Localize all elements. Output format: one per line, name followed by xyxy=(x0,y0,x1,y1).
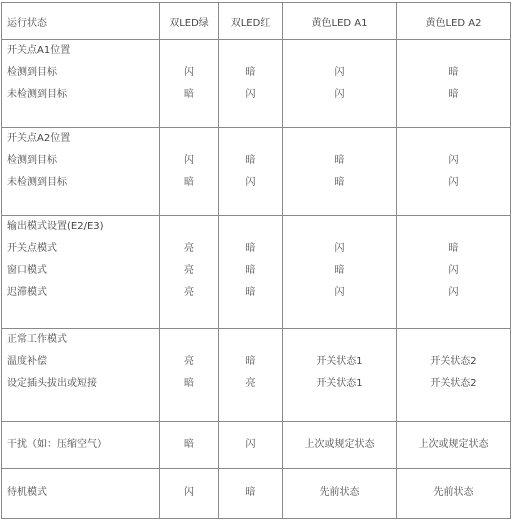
led-value: 上次或规定状态 xyxy=(418,438,489,450)
yellow-led-a2-values xyxy=(397,127,511,216)
dual-led-green-values xyxy=(160,329,219,422)
led-value: 暗 xyxy=(184,438,194,450)
led-value: 上次或规定状态 xyxy=(304,438,375,450)
header-dual-led-red: 双LED红 xyxy=(219,3,283,40)
led-value: 闪 xyxy=(245,438,256,450)
dual-led-red-values xyxy=(219,127,283,216)
yellow-led-a2-values xyxy=(397,40,511,128)
row-label: 干扰（如：压缩空气） xyxy=(7,438,107,450)
dual-led-green-values xyxy=(160,40,219,128)
led-value: 暗 xyxy=(245,243,256,255)
led-value: 先前状态 xyxy=(319,487,360,499)
dual-led-green-value xyxy=(160,422,219,468)
section-a2-position xyxy=(2,127,511,216)
led-value: 暗 xyxy=(334,176,345,188)
section-title: 开关点A1位置 xyxy=(7,45,71,56)
dual-led-red-value xyxy=(219,422,283,468)
dual-led-red-value xyxy=(219,468,283,518)
led-value: 闪 xyxy=(245,89,256,100)
led-value: 开关状态1 xyxy=(316,378,363,390)
led-value: 暗 xyxy=(245,154,256,166)
led-value: 亮 xyxy=(184,287,194,299)
led-value: 暗 xyxy=(334,265,345,277)
led-value: 暗 xyxy=(184,378,194,390)
yellow-led-a1-value xyxy=(283,422,397,468)
led-value: 暗 xyxy=(245,487,256,499)
led-value: 暗 xyxy=(184,176,194,188)
yellow-led-a2-values xyxy=(397,216,511,329)
led-value: 亮 xyxy=(184,356,194,368)
led-value: 闪 xyxy=(245,176,256,188)
row-label: 检测到目标 xyxy=(7,154,57,166)
row-label: 迟滞模式 xyxy=(7,287,47,299)
row-label: 温度补偿 xyxy=(7,356,47,368)
section-title: 正常工作模式 xyxy=(7,334,67,346)
yellow-led-a1-values xyxy=(283,127,397,216)
section-a1-position xyxy=(2,40,511,128)
yellow-led-a1-values xyxy=(283,216,397,329)
led-value: 暗 xyxy=(448,67,459,78)
section-title: 输出模式设置(E2/E3) xyxy=(7,221,104,233)
row-label: 检测到目标 xyxy=(7,67,57,78)
dual-led-red-values xyxy=(219,40,283,128)
led-value: 闪 xyxy=(184,67,194,78)
led-value: 暗 xyxy=(245,356,256,368)
led-value: 暗 xyxy=(184,89,194,100)
header-row xyxy=(2,3,511,40)
led-value: 闪 xyxy=(334,287,345,299)
led-value: 亮 xyxy=(184,243,194,255)
section-output-mode xyxy=(2,216,511,329)
row-interference xyxy=(2,422,511,468)
dual-led-green-values xyxy=(160,127,219,216)
header-yellow-led-a2: 黄色LED A2 xyxy=(397,3,511,40)
dual-led-red-values xyxy=(219,329,283,422)
yellow-led-a1-values xyxy=(283,329,397,422)
led-value: 开关状态1 xyxy=(316,356,363,368)
dual-led-green-value xyxy=(160,468,219,518)
state-labels xyxy=(2,127,160,216)
state-labels xyxy=(2,40,160,128)
led-value: 暗 xyxy=(245,265,256,277)
led-value: 闪 xyxy=(184,487,194,499)
row-label: 待机模式 xyxy=(7,487,47,499)
led-value: 开关状态2 xyxy=(430,378,477,390)
yellow-led-a2-values xyxy=(397,329,511,422)
led-value: 先前状态 xyxy=(433,487,474,499)
row-label: 未检测到目标 xyxy=(7,176,67,188)
section-title: 开关点A2位置 xyxy=(7,132,71,144)
led-value: 开关状态2 xyxy=(430,356,477,368)
led-value: 亮 xyxy=(184,265,194,277)
row-label: 开关点模式 xyxy=(7,243,57,255)
led-value: 暗 xyxy=(245,287,256,299)
row-standby xyxy=(2,468,511,518)
dual-led-red-values xyxy=(219,216,283,329)
header-operating-state: 运行状态 xyxy=(2,3,160,40)
led-value: 闪 xyxy=(448,154,459,166)
led-value: 亮 xyxy=(245,378,256,390)
state-label xyxy=(2,468,160,518)
yellow-led-a1-values xyxy=(283,40,397,128)
row-label: 窗口模式 xyxy=(7,265,47,277)
led-value: 暗 xyxy=(448,243,459,255)
led-value: 闪 xyxy=(334,243,345,255)
led-value: 闪 xyxy=(334,67,345,78)
yellow-led-a1-value xyxy=(283,468,397,518)
state-labels xyxy=(2,329,160,422)
led-value: 闪 xyxy=(448,176,459,188)
led-value: 闪 xyxy=(448,265,459,277)
yellow-led-a2-value xyxy=(397,468,511,518)
led-value: 暗 xyxy=(334,154,345,166)
led-status-table xyxy=(1,2,511,519)
section-normal-operation xyxy=(2,329,511,422)
header-yellow-led-a1: 黄色LED A1 xyxy=(283,3,397,40)
row-label: 未检测到目标 xyxy=(7,89,67,100)
state-labels xyxy=(2,216,160,329)
led-value: 暗 xyxy=(448,89,459,100)
led-value: 闪 xyxy=(448,287,459,299)
row-label: 设定插头拔出或短接 xyxy=(7,378,97,390)
header-dual-led-green: 双LED绿 xyxy=(160,3,219,40)
yellow-led-a2-value xyxy=(397,422,511,468)
led-value: 暗 xyxy=(245,67,256,78)
led-value: 闪 xyxy=(334,89,345,100)
led-value: 闪 xyxy=(184,154,194,166)
dual-led-green-values xyxy=(160,216,219,329)
state-label xyxy=(2,422,160,468)
